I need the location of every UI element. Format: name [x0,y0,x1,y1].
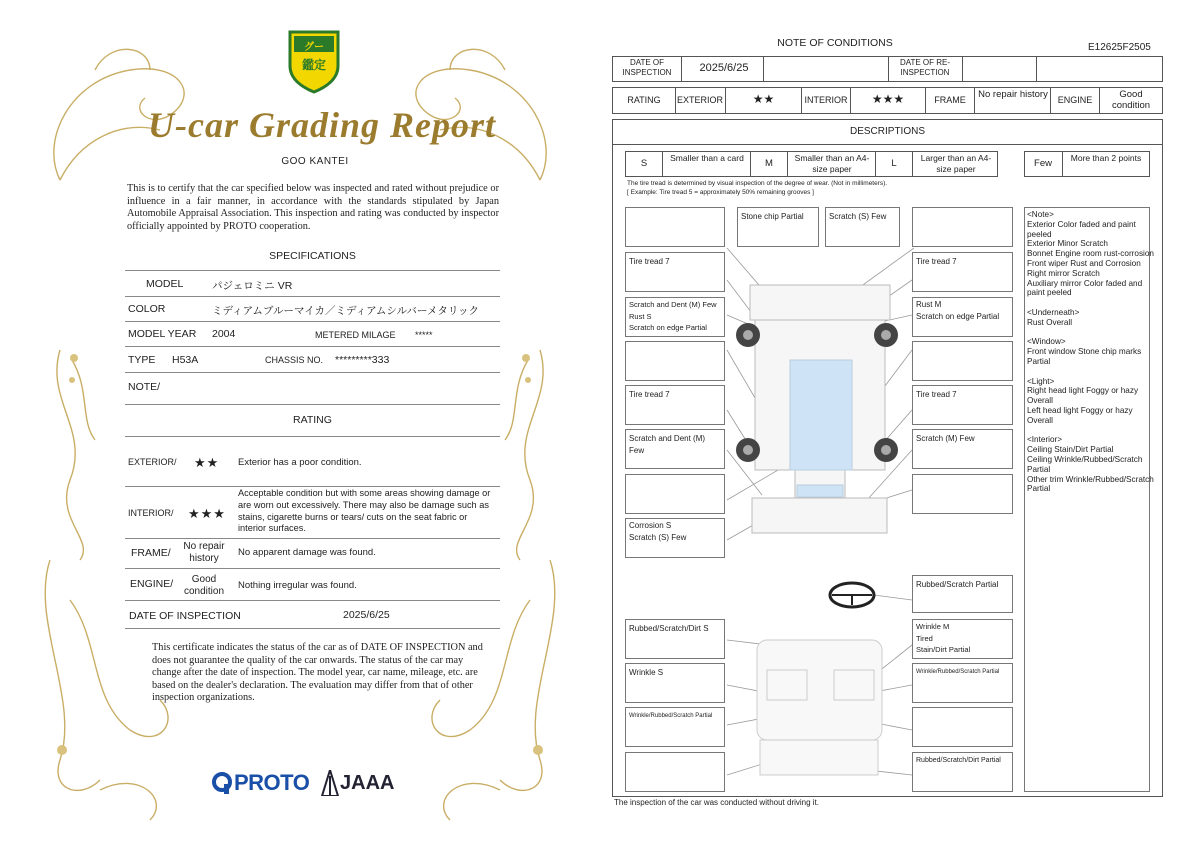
note-line: <Light> [1027,376,1055,386]
frame-label: FRAME/ [131,547,171,559]
exterior-label: EXTERIOR/ [128,457,177,467]
chassis-value: *********333 [335,354,390,366]
note-line [1027,426,1157,436]
exterior-stars: ★★ [752,92,775,106]
interior-description: Acceptable condition but with some areas showing damage or are worn out excessively. There may also be damage such as stains, cigarette burns or tears/ cuts on the seat fabric or interior surfaces. [238,488,491,534]
note-line [1027,367,1157,377]
divider [125,628,500,629]
divider [125,486,500,487]
divider [125,538,500,539]
tire-note-1: The tire tread is determined by visual inspection of the degree of wear. (Not in millimeters). [627,180,888,187]
note-label: NOTE/ [128,381,161,393]
box-line: Scratch (S) Few [629,533,687,542]
frame-description: No apparent damage was found. [238,547,376,558]
note-line: Right mirror Scratch [1027,268,1100,278]
note-line: Rust Overall [1027,317,1073,327]
note-line: <Note> [1027,210,1054,219]
note-line [1027,328,1157,338]
diagram-box-right-rear: Scratch (M) Few [912,429,1013,469]
model-value: パジェロミニ VR [212,280,293,292]
divider [912,151,913,177]
type-label: TYPE [128,354,156,366]
diagram-box-tire-fl: Tire tread 7 [625,252,725,292]
diagram-box-tire-rl: Tire tread 7 [625,385,725,425]
note-line: Left head light Foggy or hazy Overall [1027,405,1133,425]
model-label: MODEL [146,278,184,290]
diagram-box-interior-left-3: Wrinkle/Rubbed/Scratch Partial [625,707,725,747]
model-year-label: MODEL YEAR [128,328,197,340]
divider [612,144,1163,145]
descriptions-heading: DESCRIPTIONS [849,126,925,137]
proto-logo-icon [212,772,232,796]
reinspection-label: DATE OF RE-INSPECTION [899,58,951,77]
diagram-box-blank [625,752,725,792]
divider [888,56,889,82]
note-line: Bonnet Engine room rust-corrosion [1027,249,1154,259]
legend-few-desc: More than 2 points [1070,153,1142,163]
box-line: Wrinkle M [916,622,950,631]
divider [125,436,500,437]
date-of-inspection-label: DATE OF INSPECTION [129,610,241,622]
certificate-footer: This certificate indicates the status of the car as of DATE OF INSPECTION and does not guarantee the quality of the car onwards. The status of the car may change after the date of inspection. The model year, car name, mileage, etc. are based on the dealer's declaration. The evaluation may differ from that of other inspection organizations. [152,642,483,703]
diagram-box-seat-right: Wrinkle/Rubbed/Scratch Partial [912,663,1013,703]
legend-s: S [640,158,648,169]
model-year-value: 2004 [212,328,236,340]
note-line: Front window Stone chip marks Partial [1027,347,1142,366]
divider [125,346,500,347]
box-line: Scratch on edge Partial [916,312,1000,321]
box-line: Corrosion S [629,521,672,530]
divider [125,404,500,405]
exterior-stars: ★★ [194,455,220,470]
engine-label: ENGINE [1057,95,1093,105]
box-line: Scratch and Dent (M) Few [629,300,717,309]
engine-description: Nothing irregular was found. [238,580,357,591]
note-line: Front wiper Rust and Corrosion [1027,258,1141,268]
note-line: Exterior Minor Scratch [1027,239,1108,249]
color-value: ミディアムブルーマイカ／ミディアムシルバーメタリック [212,305,479,317]
note-line: <Window> [1027,337,1066,347]
mileage-value: ***** [415,330,433,340]
tire-note-2: [ Example: Tire tread 5 = approximately 50% remaining grooves ] [627,189,814,196]
interior-label: INTERIOR/ [128,508,174,518]
date-label: DATE OF INSPECTION [622,58,672,77]
badge-top-text: グー [304,42,324,53]
note-line: Ceiling Wrinkle/Rubbed/Scratch Partial [1027,454,1143,474]
date-value: 2025/6/25 [699,62,749,74]
note-line: Other trim Wrinkle/Rubbed/Scratch Partial [1027,474,1154,494]
divider [125,568,500,569]
legend-l: L [891,158,897,169]
chassis-label: CHASSIS NO. [265,355,324,365]
condition-notes [1027,210,1157,494]
rating-heading: RATING [293,414,332,426]
note-line: Right head light Foggy or hazy Overall [1027,386,1139,406]
divider [662,151,663,177]
certification-text: This is to certify that the car specified below was inspected and rated without prejudice or influence in a fair manner, in accordance with the standards stipulated by Japan Automobile Appraisal Association. This inspection and rating was conducted by inspector officially appointed by PROTO cooperation. [127,183,499,232]
note-line: Exterior Color faded and paint peeled [1027,219,1136,239]
diagram-box-dash: Rubbed/Scratch/Dirt S [625,619,725,659]
box-line: Scratch on edge Partial [629,323,707,332]
engine-value: Good condition [1111,89,1151,111]
frame-value: No repair history [183,541,225,564]
legend-s-desc: Smaller than a card [670,153,744,163]
diagram-box-seat-left: Wrinkle S [625,663,725,703]
legend-m: M [765,158,773,169]
divider [787,151,788,177]
diagram-box-left-front [625,297,725,337]
interior-stars: ★★★ [188,506,226,521]
exterior-label: EXTERIOR [676,95,723,105]
box-line: Tired [916,633,933,643]
divider [125,321,500,322]
diagram-box-blank [912,707,1013,747]
type-value: H53A [172,354,199,366]
divider [974,87,975,114]
note-line: <Underneath> [1027,307,1080,317]
rating-label: RATING [627,95,661,105]
divider [125,372,500,373]
diagram-box-blank [912,207,1013,247]
document-code: E12625F2505 [1088,42,1151,53]
divider [1036,56,1037,82]
diagram-box-tire-rr: Tire tread 7 [912,385,1013,425]
frame-label: FRAME [934,95,966,105]
diagram-box-blank [912,341,1013,381]
diagram-box-steering: Rubbed/Scratch Partial [912,575,1013,613]
note-line: <Interior> [1027,435,1063,445]
inspection-footnote: The inspection of the car was conducted without driving it. [614,798,819,807]
badge-bottom-text: 鑑定 [301,58,326,72]
diagram-box-left-rear: Scratch and Dent (M) Few [625,429,725,469]
divider [125,270,500,271]
jaaa-logo-icon [320,770,340,796]
legend-m-desc: Smaller than an A4-size paper [794,153,870,174]
diagram-box-rear [625,518,725,558]
box-line: Rust S [629,311,652,321]
jaaa-logo: JAAA [340,772,395,794]
interior-label: INTERIOR [804,95,848,105]
date-of-inspection-value: 2025/6/25 [343,609,390,621]
divider [125,600,500,601]
diagram-box-blank [625,207,725,247]
divider [962,56,963,82]
diagram-box-right-front [912,297,1013,337]
specifications-heading: SPECIFICATIONS [269,250,356,262]
report-subtitle: GOO KANTEI [281,156,349,167]
diagram-box-blank [625,474,725,514]
note-line: Auxiliary mirror Color faded and paint peeled [1027,278,1143,298]
proto-logo: PROTO [234,770,310,795]
diagram-box-blank [625,341,725,381]
diagram-box-interior-right-5: Rubbed/Scratch/Dirt Partial [912,752,1013,792]
notes-title: NOTE OF CONDITIONS [777,37,893,49]
engine-label: ENGINE/ [130,578,174,590]
legend-few: Few [1034,158,1052,169]
report-title: U-car Grading Report [148,105,497,145]
mileage-label: METERED MILAGE [315,330,396,340]
box-line: Stain/Dirt Partial [916,645,971,654]
engine-value: Good condition [183,574,225,597]
color-label: COLOR [128,303,166,315]
diagram-box-stone-chip: Stone chip Partial [737,207,819,247]
frame-value: No repair history [978,89,1048,100]
diagram-box-scratch-few-top: Scratch (S) Few [825,207,900,247]
diagram-box-tire-fr: Tire tread 7 [912,252,1013,292]
legend-l-desc: Larger than an A4-size paper [920,153,992,174]
divider [763,56,764,82]
note-line [1027,298,1157,308]
note-line: Ceiling Stain/Dirt Partial [1027,445,1114,455]
divider [1099,87,1100,114]
exterior-description: Exterior has a poor condition. [238,457,362,468]
diagram-box-blank [912,474,1013,514]
interior-stars: ★★★ [871,92,905,106]
divider [125,296,500,297]
box-line: Rust M [916,300,942,309]
diagram-box-interior-right [912,619,1013,659]
